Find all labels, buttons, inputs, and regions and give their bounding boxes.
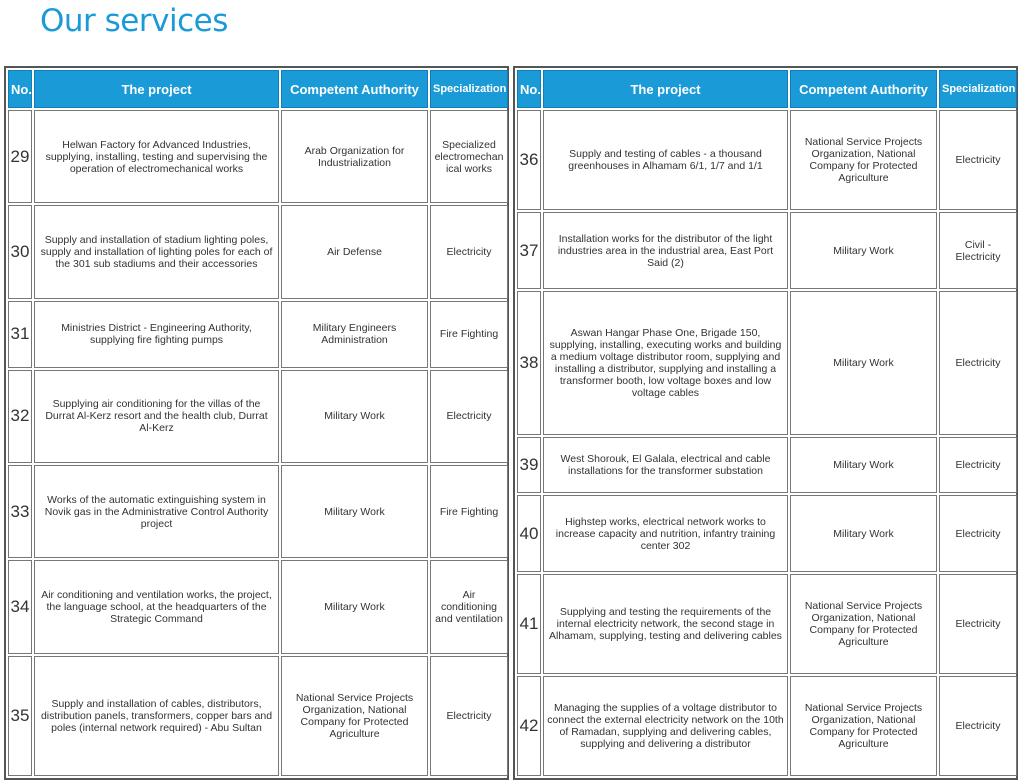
row-specialization: Fire Fighting — [430, 301, 508, 368]
services-table — [515, 68, 1019, 778]
table-row — [517, 574, 1017, 674]
header-no: No. — [8, 70, 32, 108]
row-number: 36 — [517, 110, 541, 210]
row-number: 31 — [8, 301, 32, 368]
row-specialization: Electricity — [939, 110, 1017, 210]
row-project: Installation works for the distributor of the light industries area in the industrial area, East Port Said (2) — [543, 212, 788, 290]
row-project: Supplying and testing the requirements of the internal electricity network, the second stage in Alhamam, supplying, testing and delivering cables — [543, 574, 788, 674]
header-authority: Competent Authority — [281, 70, 428, 108]
row-authority: Military Work — [790, 212, 937, 290]
row-number: 39 — [517, 437, 541, 492]
header-authority: Competent Authority — [790, 70, 937, 108]
row-authority: Military Engineers Administration — [281, 301, 428, 368]
row-specialization: Electricity — [939, 676, 1017, 776]
header-no: No. — [517, 70, 541, 108]
row-authority: Air Defense — [281, 205, 428, 298]
row-authority: Military Work — [790, 495, 937, 573]
services-table — [6, 68, 510, 778]
row-specialization: Specialized electromechan ical works — [430, 110, 508, 203]
row-number: 41 — [517, 574, 541, 674]
row-project: Highstep works, electrical network works to increase capacity and nutrition, infantry training center 302 — [543, 495, 788, 573]
row-specialization: Electricity — [939, 574, 1017, 674]
row-authority: Military Work — [281, 465, 428, 558]
row-authority: Military Work — [281, 370, 428, 463]
header-specialization: Specialization — [939, 70, 1017, 108]
row-specialization: Air conditioning and ventilation — [430, 560, 508, 653]
row-specialization: Electricity — [939, 291, 1017, 435]
row-project: Managing the supplies of a voltage distributor to connect the external electricity network on the 10th of Ramadan, supplying and delivering cables, supplying and delivering a distributor — [543, 676, 788, 776]
page-title: Our services — [40, 3, 228, 39]
row-specialization: Electricity — [430, 205, 508, 298]
table-row — [517, 212, 1017, 290]
table-row — [517, 495, 1017, 573]
row-number: 38 — [517, 291, 541, 435]
table-row — [8, 560, 508, 653]
table-row — [517, 291, 1017, 435]
row-number: 29 — [8, 110, 32, 203]
row-project: Supply and installation of stadium lighting poles, supply and installation of lighting poles for each of the 301 sub stadiums and their accessories — [34, 205, 279, 298]
row-authority: Military Work — [790, 291, 937, 435]
row-number: 42 — [517, 676, 541, 776]
row-specialization: Electricity — [939, 495, 1017, 573]
row-project: Air conditioning and ventilation works, the project, the language school, at the headquarters of the Strategic Command — [34, 560, 279, 653]
table-row — [517, 676, 1017, 776]
row-authority: National Service Projects Organization, National Company for Protected Agriculture — [790, 676, 937, 776]
row-number: 34 — [8, 560, 32, 653]
services-table-left — [4, 66, 509, 780]
services-table-right — [513, 66, 1018, 780]
row-project: Helwan Factory for Advanced Industries, supplying, installing, testing and supervising the operation of electromechanical works — [34, 110, 279, 203]
row-specialization: Civil - Electricity — [939, 212, 1017, 290]
table-row — [8, 301, 508, 368]
header-specialization: Specialization — [430, 70, 508, 108]
row-project: Supply and installation of cables, distributors, distribution panels, transformers, copper bars and poles (internal network required) - Abu Sultan — [34, 656, 279, 776]
table-row — [8, 465, 508, 558]
table-row — [8, 110, 508, 203]
table-header-row — [8, 70, 508, 108]
row-authority: National Service Projects Organization, National Company for Protected Agriculture — [281, 656, 428, 776]
row-authority: Military Work — [281, 560, 428, 653]
row-authority: Military Work — [790, 437, 937, 492]
row-specialization: Electricity — [430, 370, 508, 463]
row-project: Supply and testing of cables - a thousand greenhouses in Alhamam 6/1, 1/7 and 1/1 — [543, 110, 788, 210]
row-authority: National Service Projects Organization, National Company for Protected Agriculture — [790, 574, 937, 674]
row-specialization: Electricity — [939, 437, 1017, 492]
row-number: 33 — [8, 465, 32, 558]
table-row — [8, 370, 508, 463]
row-project: Aswan Hangar Phase One, Brigade 150, supplying, installing, executing works and building a medium voltage distributor room, supplying and installing a distributor, supplying and installing a transformer booth, low voltage boxes and low voltage cables — [543, 291, 788, 435]
row-project: Supplying air conditioning for the villas of the Durrat Al-Kerz resort and the health club, Durrat Al-Kerz — [34, 370, 279, 463]
row-number: 32 — [8, 370, 32, 463]
table-header-row — [517, 70, 1017, 108]
header-project: The project — [34, 70, 279, 108]
row-specialization: Electricity — [430, 656, 508, 776]
header-project: The project — [543, 70, 788, 108]
row-authority: National Service Projects Organization, National Company for Protected Agriculture — [790, 110, 937, 210]
table-row — [8, 656, 508, 776]
row-project: Works of the automatic extinguishing system in Novik gas in the Administrative Control Authority project — [34, 465, 279, 558]
row-project: Ministries District - Engineering Authority, supplying fire fighting pumps — [34, 301, 279, 368]
row-project: West Shorouk, El Galala, electrical and cable installations for the transformer substation — [543, 437, 788, 492]
row-number: 40 — [517, 495, 541, 573]
row-number: 35 — [8, 656, 32, 776]
row-authority: Arab Organization for Industrialization — [281, 110, 428, 203]
row-number: 30 — [8, 205, 32, 298]
row-specialization: Fire Fighting — [430, 465, 508, 558]
table-row — [517, 110, 1017, 210]
table-row — [8, 205, 508, 298]
table-row — [517, 437, 1017, 492]
row-number: 37 — [517, 212, 541, 290]
